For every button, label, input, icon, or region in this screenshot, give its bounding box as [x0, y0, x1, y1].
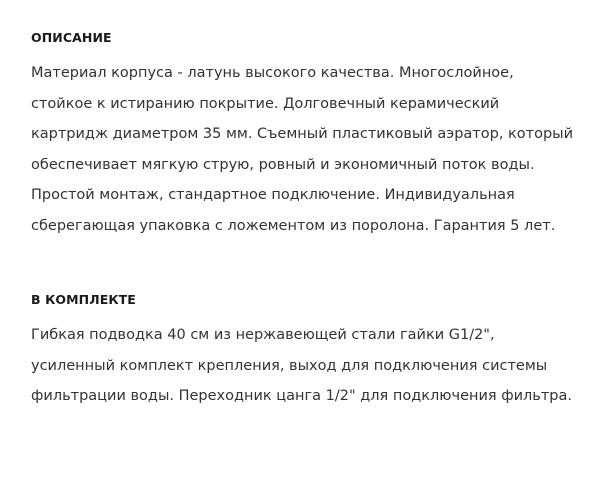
kit-text: Гибкая подводка 40 см из нержавеющей стали гайки G1/2", усиленный комплект крепления, выход для подключения системы фильтрации воды. Переходник цанга 1/2" для подключения фильтра.	[31, 327, 573, 404]
description-text: Материал корпуса - латунь высокого качества. Многослойное, стойкое к истиранию покрытие. Долговечный керамический картридж диаметром 35 мм. Съемный пластиковый аэратор, который обеспечивает мягкую струю, ровный и экономичный поток воды. Простой монтаж, стандартное подключение. Индивидуальная сберегающая упаковка с ложементом из поролона. Гарантия 5 лет.	[31, 65, 574, 234]
description-heading: ОПИСАНИЕ	[31, 30, 112, 45]
product-details	[31, 26, 576, 412]
kit-heading: В КОМПЛЕКТЕ	[31, 292, 136, 307]
kit-section	[31, 288, 576, 412]
description-section	[31, 26, 576, 241]
